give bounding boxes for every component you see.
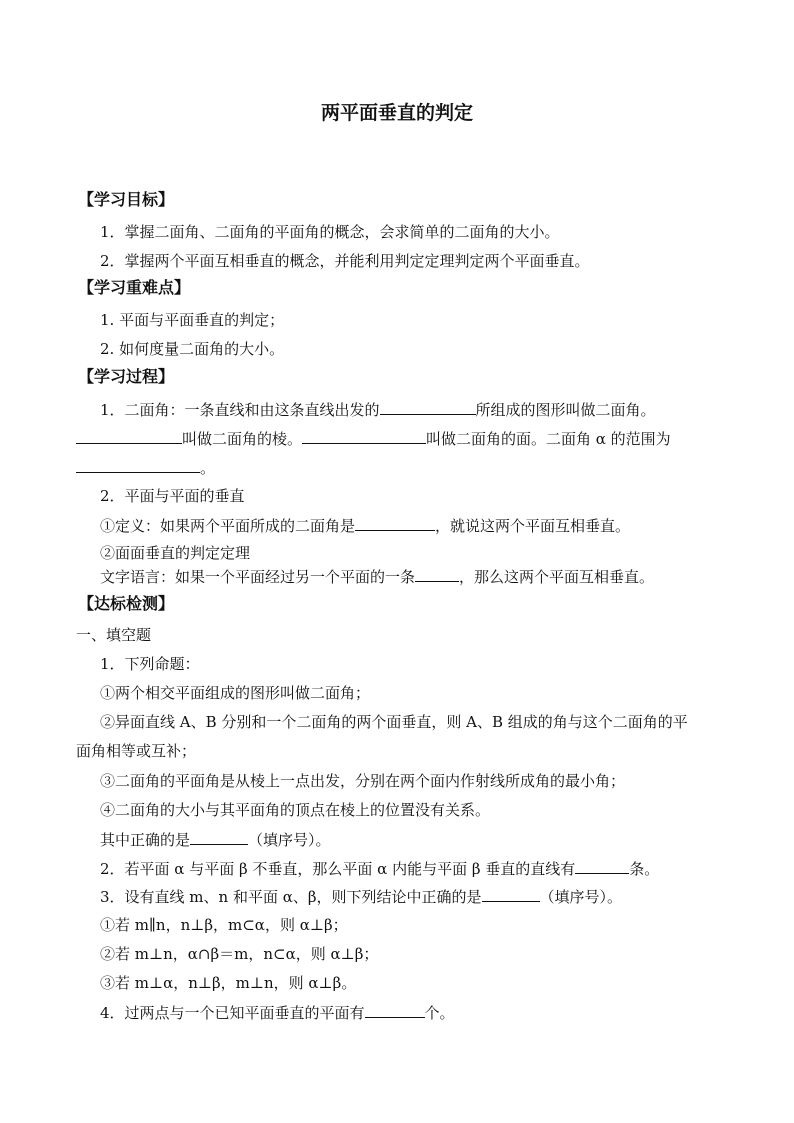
- answer-blank: [575, 858, 629, 874]
- text-fragment: 条。: [629, 860, 660, 878]
- answer-blank: [415, 566, 459, 582]
- process-paragraph-2: 2．平面与平面的垂直: [100, 487, 245, 505]
- section-heading-process: 【学习过程】: [78, 367, 175, 386]
- question-1-statement: ②异面直线 A、B 分别和一个二面角的两个面垂直，则 A、B 组成的角与这个二面角的平: [100, 713, 688, 731]
- text-fragment: （填序号）。: [248, 831, 331, 849]
- question-3-option: ②若 m⊥n，α∩β＝m，n⊂α，则 α⊥β；: [100, 945, 379, 963]
- definition-line: [100, 515, 630, 536]
- text-fragment: 3．设有直线 m、n 和平面 α、β，则下列结论中正确的是: [100, 888, 482, 906]
- answer-blank: [190, 829, 248, 845]
- objective-item: 2．掌握两个平面互相垂直的概念，并能利用判定定理判定两个平面垂直。: [100, 252, 590, 270]
- question-4: [100, 1002, 455, 1023]
- question-3-option: ③若 m⊥α，n⊥β，m⊥n，则 α⊥β。: [100, 974, 357, 992]
- part-heading: 一、填空题: [76, 626, 152, 644]
- answer-blank: [365, 1002, 425, 1018]
- text-fragment: ①定义：如果两个平面所成的二面角是: [100, 517, 356, 535]
- page-title: 两平面垂直的判定: [320, 102, 473, 124]
- question-1-answer-line: [100, 829, 331, 850]
- text-fragment: 。: [200, 459, 216, 477]
- key-point-item: 1. 平面与平面垂直的判定；: [100, 311, 285, 329]
- text-fragment: 叫做二面角的面。二面角 α 的范围为: [426, 430, 671, 448]
- question-3: [100, 886, 622, 907]
- section-heading-objectives: 【学习目标】: [78, 190, 175, 209]
- process-paragraph-1-line-2: [76, 428, 671, 449]
- answer-blank: [355, 515, 435, 531]
- section-heading-test: 【达标检测】: [78, 594, 175, 613]
- text-fragment: 文字语言：如果一个平面经过另一个平面的一条: [100, 568, 416, 586]
- theorem-heading: ②面面垂直的判定定理: [100, 544, 251, 562]
- text-fragment: ，就说这两个平面互相垂直。: [435, 517, 631, 535]
- key-point-item: 2. 如何度量二面角的大小。: [100, 340, 285, 358]
- question-1-statement: 面角相等或互补；: [76, 742, 197, 760]
- question-1-intro: 1．下列命题：: [100, 655, 200, 673]
- answer-blank: [482, 886, 540, 902]
- text-fragment: ，那么这两个平面互相垂直。: [459, 568, 655, 586]
- text-fragment: 叫做二面角的棱。: [182, 430, 303, 448]
- process-paragraph-1-line-3: [76, 457, 215, 478]
- answer-blank: [76, 457, 200, 473]
- question-3-option: ①若 m∥n，n⊥β，m⊂α，则 α⊥β；: [100, 916, 348, 934]
- question-1-statement: ①两个相交平面组成的图形叫做二面角；: [100, 684, 371, 702]
- text-fragment: 4．过两点与一个已知平面垂直的平面有: [100, 1004, 365, 1022]
- answer-blank: [302, 428, 426, 444]
- answer-blank: [76, 428, 182, 444]
- text-fragment: 所组成的图形叫做二面角。: [475, 401, 656, 419]
- process-paragraph-1-line-1: [100, 399, 656, 420]
- question-1-statement: ③二面角的平面角是从棱上一点出发，分别在两个面内作射线所成角的最小角；: [100, 772, 626, 790]
- section-heading-key-points: 【学习重难点】: [78, 278, 191, 297]
- text-fragment: 其中正确的是: [100, 831, 191, 849]
- text-fragment: 1．二面角：一条直线和由这条直线出发的: [100, 401, 380, 419]
- text-language-line: [100, 566, 654, 587]
- question-2: [100, 858, 659, 879]
- objective-item: 1．掌握二面角、二面角的平面角的概念，会求简单的二面角的大小。: [100, 223, 560, 241]
- question-1-statement: ④二面角的大小与其平面角的顶点在棱上的位置没有关系。: [100, 801, 491, 819]
- answer-blank: [380, 399, 476, 415]
- text-fragment: 2．若平面 α 与平面 β 不垂直，那么平面 α 内能与平面 β 垂直的直线有: [100, 860, 576, 878]
- text-fragment: （填序号）。: [539, 888, 623, 906]
- text-fragment: 个。: [424, 1004, 455, 1022]
